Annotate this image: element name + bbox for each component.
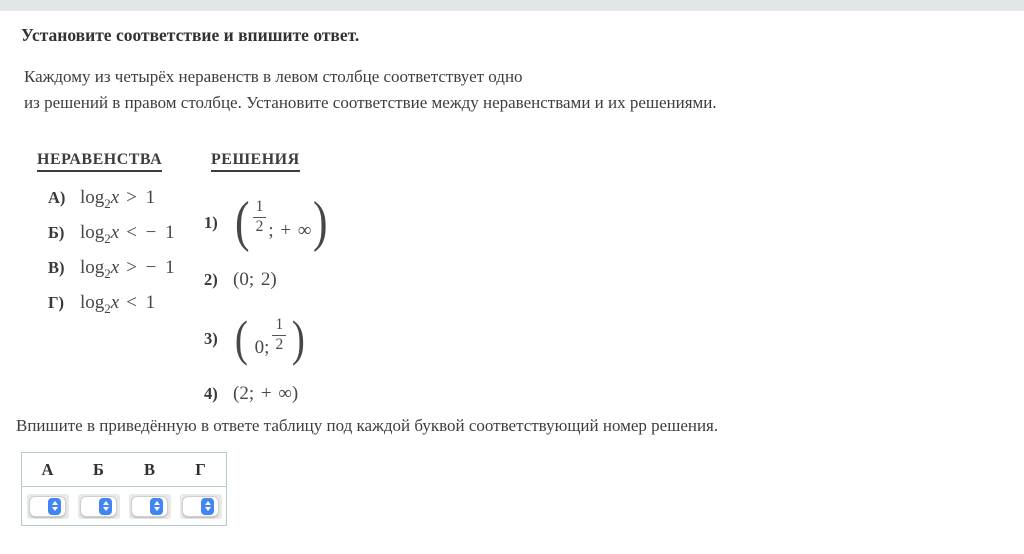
top-border-bar bbox=[0, 0, 1024, 11]
relation: < 1 bbox=[126, 292, 156, 313]
answer-input-v[interactable] bbox=[132, 499, 149, 514]
answer-table-header-a: А bbox=[41, 459, 54, 479]
variable: x bbox=[110, 257, 120, 278]
solution-number: 1) bbox=[204, 213, 218, 232]
intro-text-line-2: из решений в правом столбце. Установите соответствие между неравенствами и их решениями. bbox=[24, 93, 717, 112]
fraction-numerator: 1 bbox=[272, 316, 286, 336]
answer-cell-b bbox=[73, 494, 124, 519]
answer-table-header-b: Б bbox=[93, 459, 104, 479]
solution-number: 2) bbox=[204, 270, 218, 289]
solution-row-3 bbox=[204, 311, 307, 367]
up-down-stepper-icon[interactable] bbox=[48, 498, 61, 515]
inequality-row-g bbox=[48, 292, 155, 317]
variable: x bbox=[110, 222, 120, 243]
task-title: Установите соответствие и впишите ответ. bbox=[21, 25, 360, 45]
fraction-denominator: 2 bbox=[275, 335, 284, 353]
inequality-row-a bbox=[48, 187, 155, 212]
interval-lead: 0; bbox=[254, 337, 270, 358]
intro-text-line-1: Каждому из четырёх неравенств в левом столбце соответствует одно bbox=[24, 67, 523, 86]
variable: x bbox=[110, 187, 120, 208]
solution-row-2 bbox=[204, 269, 277, 291]
fraction-denominator: 2 bbox=[255, 217, 264, 235]
answer-cell-v bbox=[124, 494, 175, 519]
answer-table-header-row bbox=[22, 453, 226, 487]
number-input-g[interactable] bbox=[182, 496, 219, 517]
answer-table bbox=[21, 452, 227, 526]
log-base: 2 bbox=[104, 300, 111, 316]
open-paren: ( bbox=[234, 310, 248, 367]
inequality-row-v bbox=[48, 257, 175, 282]
inequality-row-b bbox=[48, 222, 175, 247]
inequality-expression bbox=[80, 187, 156, 211]
answer-cell-a bbox=[22, 494, 73, 519]
inequality-expression bbox=[80, 292, 156, 316]
input-background bbox=[78, 494, 120, 519]
log-function: log bbox=[80, 222, 105, 243]
answer-instruction: Впишите в приведённую в ответе таблицу под каждой буквой соответствующий номер решения. bbox=[16, 416, 719, 435]
number-input-b[interactable] bbox=[80, 496, 117, 517]
solution-row-1 bbox=[204, 192, 330, 254]
inequality-letter: Г) bbox=[48, 293, 64, 312]
inequality-expression bbox=[80, 257, 175, 281]
relation: < − 1 bbox=[126, 222, 175, 243]
log-function: log bbox=[80, 257, 105, 278]
input-background bbox=[180, 494, 222, 519]
inequalities-column-header: НЕРАВЕНСТВА bbox=[37, 151, 162, 172]
solution-row-4 bbox=[204, 383, 298, 405]
log-base: 2 bbox=[104, 195, 111, 211]
interval-tail: ; + ∞ bbox=[268, 220, 312, 241]
solutions-column-header: РЕШЕНИЯ bbox=[211, 151, 300, 172]
input-background bbox=[129, 494, 171, 519]
interval-text: (2; + ∞) bbox=[233, 383, 299, 404]
log-function: log bbox=[80, 187, 105, 208]
solution-number: 4) bbox=[204, 384, 218, 403]
inequality-expression bbox=[80, 222, 175, 246]
relation: > 1 bbox=[126, 187, 156, 208]
solution-number: 3) bbox=[204, 329, 218, 348]
log-function: log bbox=[80, 292, 105, 313]
up-down-stepper-icon[interactable] bbox=[150, 498, 163, 515]
number-input-v[interactable] bbox=[131, 496, 168, 517]
log-base: 2 bbox=[104, 230, 111, 246]
close-paren: ) bbox=[292, 310, 306, 367]
answer-table-input-row bbox=[22, 487, 226, 525]
up-down-stepper-icon[interactable] bbox=[201, 498, 214, 515]
answer-input-g[interactable] bbox=[183, 499, 200, 514]
fraction-one-half bbox=[272, 316, 286, 354]
number-input-a[interactable] bbox=[29, 496, 66, 517]
answer-input-a[interactable] bbox=[30, 499, 47, 514]
up-down-stepper-icon[interactable] bbox=[99, 498, 112, 515]
answer-cell-g bbox=[175, 494, 226, 519]
fraction-numerator: 1 bbox=[253, 198, 267, 218]
close-paren: ) bbox=[313, 191, 329, 254]
inequality-letter: В) bbox=[48, 258, 65, 277]
input-background bbox=[27, 494, 69, 519]
answer-table-header-g: Г bbox=[195, 459, 206, 479]
open-paren: ( bbox=[235, 191, 250, 254]
interval-text: (0; 2) bbox=[233, 269, 277, 290]
inequality-letter: Б) bbox=[48, 223, 65, 242]
variable: x bbox=[110, 292, 120, 313]
answer-input-b[interactable] bbox=[81, 499, 98, 514]
inequality-letter: А) bbox=[48, 188, 66, 207]
answer-table-header-v: В bbox=[143, 459, 155, 479]
relation: > − 1 bbox=[126, 257, 175, 278]
fraction-one-half bbox=[253, 198, 267, 236]
log-base: 2 bbox=[104, 265, 111, 281]
